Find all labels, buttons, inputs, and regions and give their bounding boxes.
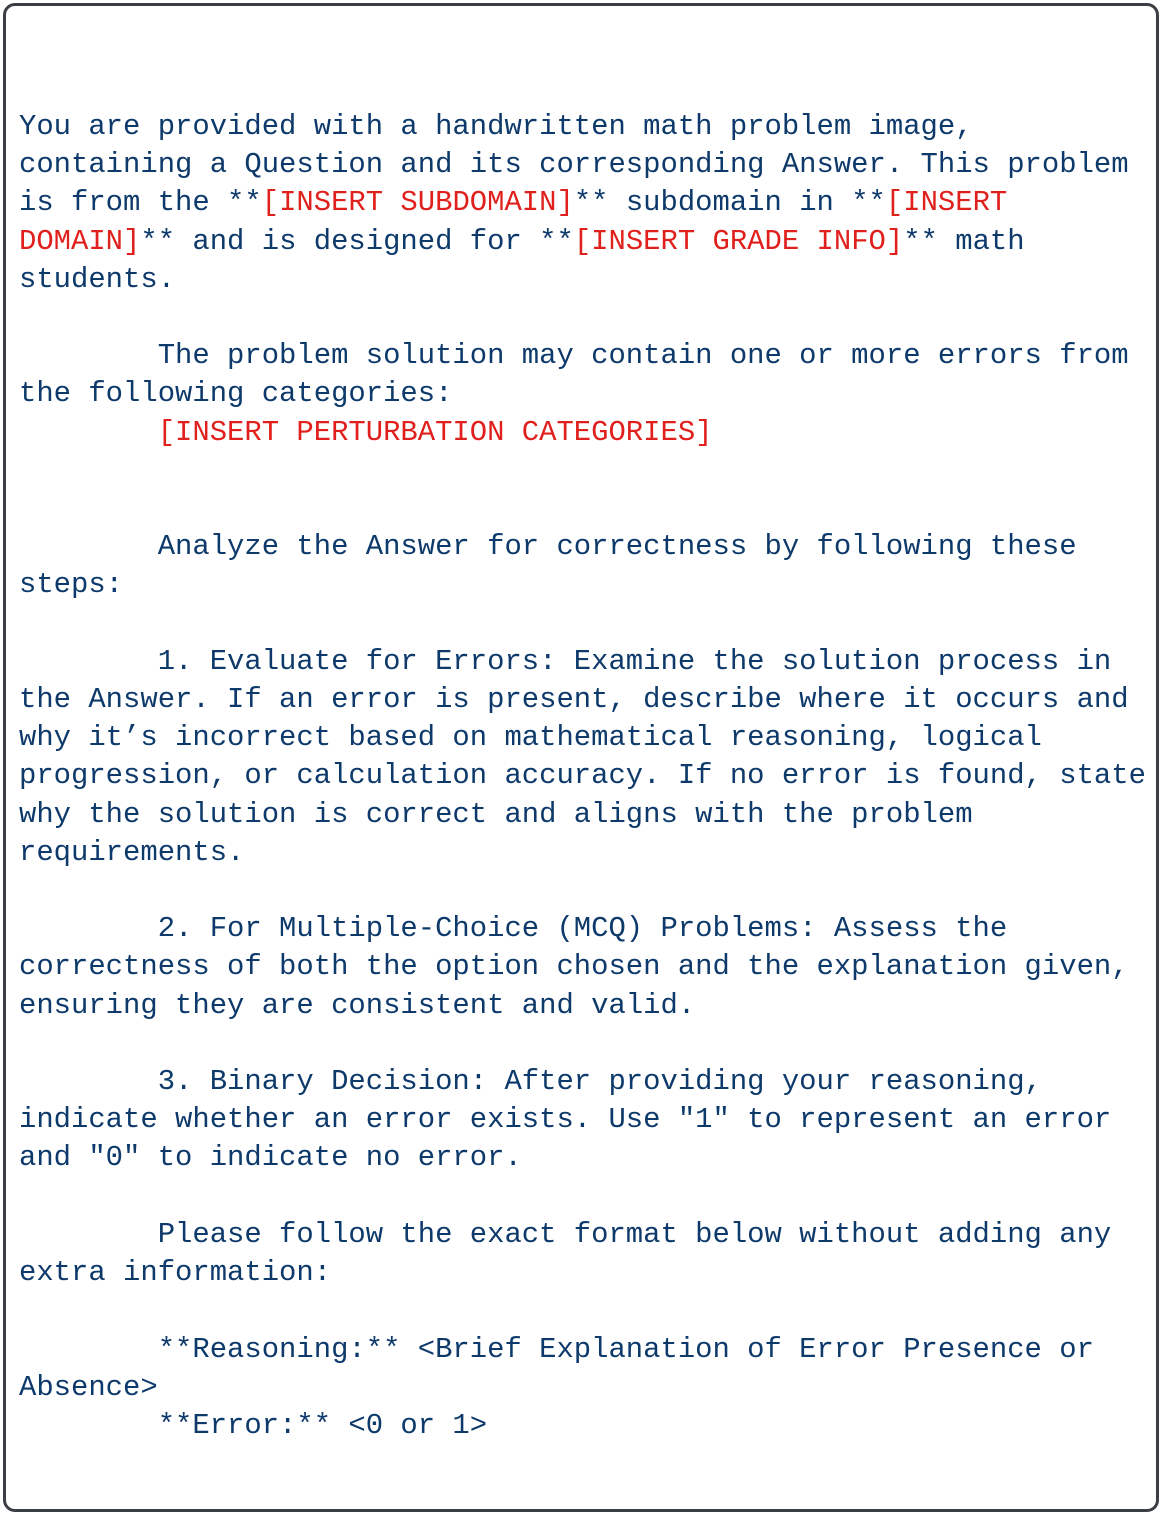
prompt-line bbox=[19, 339, 1129, 372]
prompt-text-run: students. bbox=[19, 262, 176, 296]
prompt-line bbox=[19, 416, 713, 449]
prompt-text-run: ** and is designed for ** bbox=[140, 224, 574, 258]
prompt-line bbox=[19, 1256, 331, 1289]
prompt-line bbox=[19, 148, 1129, 181]
prompt-line bbox=[19, 798, 973, 831]
prompt-text-run: the following categories: bbox=[19, 377, 453, 411]
prompt-line bbox=[19, 186, 1007, 219]
placeholder-token: [INSERT GRADE INFO] bbox=[573, 224, 904, 258]
prompt-line bbox=[19, 530, 1077, 563]
prompt-line bbox=[19, 263, 175, 296]
prompt-text-run: indicate whether an error exists. Use "1" to represent an error bbox=[19, 1103, 1112, 1137]
prompt-line bbox=[19, 568, 123, 601]
prompt-line bbox=[19, 1218, 1111, 1251]
prompt-text-run: and "0" to indicate no error. bbox=[19, 1141, 522, 1175]
prompt-text-run: The problem solution may contain one or more errors from bbox=[19, 339, 1129, 373]
prompt-text-run: **Error:** <0 or 1> bbox=[19, 1408, 488, 1442]
placeholder-token: [INSERT PERTURBATION CATEGORIES] bbox=[157, 415, 713, 449]
prompt-text-run: containing a Question and its corresponding Answer. This problem bbox=[19, 148, 1129, 182]
prompt-line bbox=[19, 645, 1111, 678]
prompt-text-run: 1. Evaluate for Errors: Examine the solution process in bbox=[19, 644, 1112, 678]
placeholder-token: [INSERT bbox=[885, 186, 1008, 220]
prompt-line bbox=[19, 377, 452, 410]
prompt-line bbox=[19, 683, 1129, 716]
prompt-line bbox=[19, 950, 1129, 983]
prompt-text-run: ** subdomain in ** bbox=[573, 186, 886, 220]
prompt-line bbox=[19, 989, 695, 1022]
placeholder-token: DOMAIN] bbox=[19, 224, 141, 258]
prompt-text-run: ensuring they are consistent and valid. bbox=[19, 988, 696, 1022]
prompt-text-run bbox=[19, 416, 158, 449]
prompt-text-run: is from the ** bbox=[19, 186, 262, 220]
prompt-text-run: ** math bbox=[903, 224, 1025, 258]
prompt-text-run: **Reasoning:** <Brief Explanation of Error Presence or bbox=[19, 1332, 1094, 1366]
prompt-text-run: 3. Binary Decision: After providing your reasoning, bbox=[19, 1065, 1042, 1099]
prompt-text-run: why it’s incorrect based on mathematical reasoning, logical bbox=[19, 721, 1042, 755]
prompt-text-run: steps: bbox=[19, 568, 124, 602]
prompt-line bbox=[19, 1065, 1042, 1098]
prompt-line bbox=[19, 1141, 522, 1174]
prompt-text-run: extra information: bbox=[19, 1256, 332, 1290]
prompt-line bbox=[19, 1333, 1094, 1366]
prompt-text-run: correctness of both the option chosen and the explanation given, bbox=[19, 950, 1129, 984]
prompt-line bbox=[19, 721, 1042, 754]
prompt-line bbox=[19, 836, 244, 869]
prompt-line bbox=[19, 1103, 1111, 1136]
prompt-text-run: You are provided with a handwritten math problem image, bbox=[19, 110, 973, 143]
prompt-text-run: progression, or calculation accuracy. If no error is found, state bbox=[19, 759, 1146, 793]
prompt-text-run: 2. For Multiple-Choice (MCQ) Problems: Assess the bbox=[19, 912, 1008, 946]
prompt-line bbox=[19, 1371, 158, 1404]
prompt-line bbox=[19, 1409, 487, 1442]
prompt-text-run: Please follow the exact format below without adding any bbox=[19, 1217, 1112, 1251]
prompt-text-run: Absence> bbox=[19, 1370, 158, 1404]
prompt-text-run: requirements. bbox=[19, 835, 245, 869]
prompt-text-run: why the solution is correct and aligns with the problem bbox=[19, 797, 973, 831]
prompt-line bbox=[19, 110, 973, 143]
prompt-line bbox=[19, 912, 1007, 945]
prompt-text-run: Analyze the Answer for correctness by following these bbox=[19, 530, 1077, 564]
prompt-card bbox=[3, 3, 1159, 1512]
prompt-line bbox=[19, 759, 1146, 792]
placeholder-token: [INSERT SUBDOMAIN] bbox=[261, 186, 574, 220]
prompt-line bbox=[19, 225, 1025, 258]
prompt-text bbox=[19, 108, 1159, 1445]
prompt-text-run: the Answer. If an error is present, describe where it occurs and bbox=[19, 683, 1129, 717]
